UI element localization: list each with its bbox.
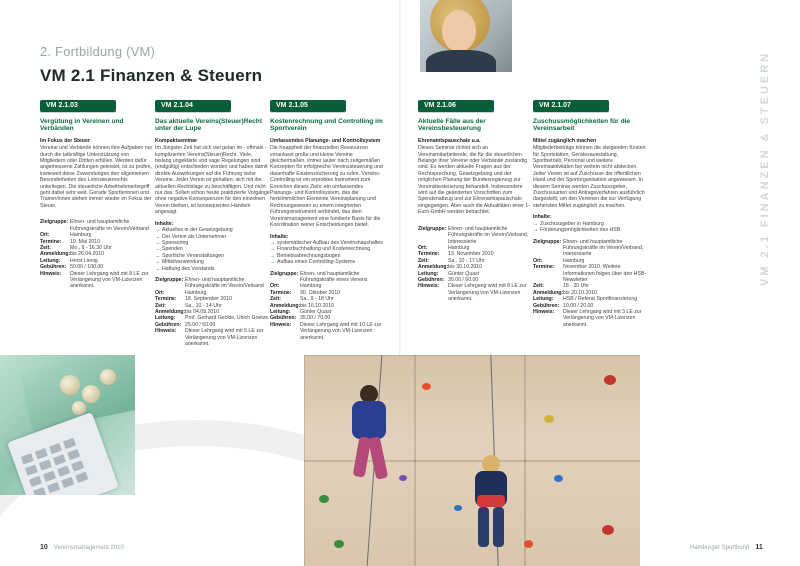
detail-label: Termine: xyxy=(155,296,177,303)
list-item: → Sportliche Veranstaltungen xyxy=(155,253,270,259)
detail-label: Leitung: xyxy=(155,315,176,322)
detail-value: 25.00 / 50.00 xyxy=(185,321,216,328)
list-item: → Spenden xyxy=(155,246,270,252)
detail-label: Zielgruppe: xyxy=(155,276,184,283)
page-number: 10 xyxy=(40,544,48,551)
footer-publisher: Hamburger Sportbund xyxy=(690,545,750,551)
detail-value: Hamburg xyxy=(448,244,470,251)
detail-label: Hinweis: xyxy=(155,328,177,335)
course-column xyxy=(418,118,533,303)
course-column xyxy=(40,118,155,290)
detail-label: Anmeldung: xyxy=(270,302,301,309)
detail-value: 30. Oktober 2010 xyxy=(300,289,341,296)
footer-right xyxy=(690,544,763,551)
course-subheading: Mittel zugänglich machen xyxy=(533,137,597,144)
photo-climbing-wall xyxy=(304,355,640,566)
detail-label: Zeit: xyxy=(418,257,429,264)
contents-list xyxy=(270,240,385,266)
course-tab: VM 2.1.03 xyxy=(40,100,116,112)
detail-label: Ort: xyxy=(533,257,543,264)
detail-value: Dieser Lehrgang wird mit 10 LE zur Verlängerung von VM-Lizenzen anerkannt. xyxy=(300,321,382,341)
course-description: Dieses Seminar richtet sich an Vereinsmitarbeitende, die für die steuerlichen Belange ihrer Vereine oder Verbände zuständig sind. Es werden aktuelle Fragen aus der Rechtsprechung, Gesetzgebung und der möglichen Planung der Bundesregierung zur Vereinsbesteuerung behandelt. Insbesondere wird auf die geänderten Vorschriften zum Spendenabzug und zur Ehrenamtspauschale eingegangen. Aber auch die Aktualitäten einer 1-Euro-GmbH werden betrachtet. xyxy=(418,145,530,216)
detail-label: Anmeldung: xyxy=(533,289,564,296)
course-column xyxy=(155,118,270,347)
photo-smiling-woman xyxy=(420,0,512,72)
detail-label: Zeit: xyxy=(270,296,281,303)
list-item: → Haftung des Vorstands xyxy=(155,266,270,272)
list-item: → Zuschussgeber in Hamburg xyxy=(533,221,648,227)
detail-label: Leitung: xyxy=(270,308,291,315)
detail-label: Gebühren: xyxy=(533,302,560,309)
list-item: → Sponsoring xyxy=(155,240,270,246)
detail-value: 13. November 2010 xyxy=(448,251,494,258)
detail-value: 10. Mai 2010 xyxy=(70,238,100,245)
side-title-text: VM 2.1 FINANZEN & STEUERN xyxy=(759,50,771,286)
detail-label: Ort: xyxy=(40,232,50,239)
photo-money-calculator xyxy=(0,355,135,495)
detail-value: Ehren- und hauptamtliche Führungskräfte im Verein/Verband, Interessierte xyxy=(448,225,529,245)
detail-label: Zeit: xyxy=(533,283,544,290)
course-heading: Kostenrechnung und Controlling im Sportverein xyxy=(270,118,383,133)
list-item: → Aufbau eines Controlling-Systems xyxy=(270,259,385,265)
page-title: VM 2.1 Finanzen & Steuern xyxy=(40,66,263,85)
course-column xyxy=(270,118,385,341)
contents-list xyxy=(155,227,270,272)
climber-figure xyxy=(469,455,514,565)
page-number: 11 xyxy=(755,544,763,551)
detail-value: 35.00 / 70.00 xyxy=(300,315,331,322)
detail-value: Ehren- und hauptamtliche Führungskräfte im Verein/Verband, Interessierte xyxy=(563,238,644,258)
detail-value: bis 16.10.2010 xyxy=(300,302,335,309)
detail-value: bis 30.10.2010 xyxy=(448,264,483,271)
detail-value: Dieser Lehrgang wird mit 3 LE zur Verlängerung von VM-Lizenzen anerkannt. xyxy=(563,308,642,328)
detail-value: Sa., 9 - 18 Uhr xyxy=(300,296,334,303)
detail-value: 10.00 / 20.00 xyxy=(563,302,594,309)
course-tab: VM 2.1.06 xyxy=(418,100,494,112)
course-tab: VM 2.1.05 xyxy=(270,100,346,112)
detail-label: Hinweis: xyxy=(270,321,292,328)
course-subheading: Umfassendes Planungs- und Kontrollsystem xyxy=(270,137,381,144)
course-heading: Aktuelle Fälle aus der Vereinsbesteuerung xyxy=(418,118,486,133)
detail-value: Hamburg xyxy=(300,283,322,290)
detail-value: Mo., 9 - 16.30 Uhr xyxy=(70,244,112,251)
detail-label: Anmeldung: xyxy=(418,264,449,271)
detail-value: Dieser Lehrgang wird mit 8 LE zur Verlängerung von VM-Lizenzen anerkannt. xyxy=(448,283,527,303)
footer-title: Vereinsmanagement 2010 xyxy=(53,545,124,551)
detail-label: Ort: xyxy=(418,244,428,251)
course-tab: VM 2.1.04 xyxy=(155,100,231,112)
detail-value: Hamburg xyxy=(563,257,585,264)
detail-value: Dieser Lehrgang wird mit 5 LE zur Verlängerung von VM-Lizenzen anerkannt. xyxy=(185,328,264,347)
section-kicker: 2. Fortbildung (VM) xyxy=(40,44,156,59)
detail-label: Ort: xyxy=(155,289,165,296)
course-subheading: Kompaktseminar xyxy=(155,137,198,144)
list-item: → Betriebsabrechnungsbogen xyxy=(270,253,385,259)
list-item: → Aktuelles in der Gesetzgebung xyxy=(155,227,270,233)
detail-label: Zeit: xyxy=(155,302,166,309)
detail-label: Gebühren: xyxy=(270,315,297,322)
contents-list xyxy=(533,221,648,234)
detail-value: Prof. Gerhard Geckle, Ulrich Goetze xyxy=(185,315,269,322)
contents-label: Inhalte: xyxy=(533,214,552,221)
detail-value: Ehren- und hauptamtliche Führungskräfte im Verein/Verband xyxy=(185,276,264,290)
footer-left xyxy=(40,544,124,551)
detail-label: Ort: xyxy=(270,283,280,290)
list-item: → systematischer Aufbau des Vereinshaushaltes xyxy=(270,240,385,246)
detail-label: Zielgruppe: xyxy=(418,225,447,232)
list-item: → Finanzbuchhaltung und Kostenrechnung xyxy=(270,246,385,252)
contents-label: Inhalte: xyxy=(155,220,174,227)
detail-value: 18. September 2010 xyxy=(185,296,233,303)
detail-value: Dieser Lehrgang wird mit 8 LE zur Verlängerung von VM-Lizenzen anerkannt. xyxy=(70,270,149,290)
detail-label: Anmeldung: xyxy=(40,251,71,258)
course-subheading: Ehrenamtspauschale u.a. xyxy=(418,137,481,144)
course-description: Im Jüngster Zeit hat sich viel getan im - oftmals - komplizierten Vereins(Steuer)Recht. Viele, bislang ungeklärte und vage Regelungen sind (endgültig) entschieden worden und haben damit direkte Auswirkungen auf die Führung vieler Vereine. Jeder Verein ist gehalten, sich mit der aktuellen Rechtslage zu beschäftigen. Und nicht nur das. Sollen schon heute praktizierte Vorgänge ohne negative Konsequenzen für den einzelnen Verein bleiben, ist konsequentes Handeln angesagt. xyxy=(155,145,270,216)
detail-value: November 2010. Weitere Informationen folgen über den HSB-Newsletter xyxy=(563,264,647,283)
detail-value: Sa., 10 - 14 Uhr xyxy=(185,302,222,309)
detail-value: Hamburg xyxy=(185,289,207,296)
detail-value: Horst Lienig xyxy=(70,257,98,264)
detail-value: Ehren- und hauptamtliche Führungskräfte im Verein/Verband xyxy=(70,219,149,232)
detail-label: Termine: xyxy=(270,289,292,296)
detail-label: Termine: xyxy=(40,238,62,245)
climber-figure xyxy=(344,385,394,505)
list-item: → Mitteilverwendung xyxy=(155,259,270,265)
detail-label: Termine: xyxy=(418,251,440,258)
detail-label: Hinweis: xyxy=(418,283,440,290)
detail-value: Sa., 10 - 17 Uhr xyxy=(448,257,485,264)
course-description: Vereine und Verbände können ihre Aufgaben nur durch die tatkräftige Unterstützung von Mitgliedern oder Dritten erfüllen. Werden dafür angemessene Zahlungen geleistet, ist zu prüfen, inwieweit diese Zuwendungen den allgemeinen Besonderheiten des Lohnsteuerrechts unterliegen. Die steuerliche Arbeitnehmerbegriff geht dabei sehr weit. Gerade Sportlerinnen und Trainer/innen stehen immer wieder im Fokus der Steuer. xyxy=(40,145,153,209)
list-item: → Förderungsmöglichkeiten des HSB xyxy=(533,227,648,233)
detail-value: 18 - 20 Uhr xyxy=(563,283,589,290)
detail-label: Gebühren: xyxy=(418,276,445,283)
detail-label: Zeit: xyxy=(40,244,51,251)
detail-label: Zielgruppe: xyxy=(40,219,69,226)
course-description: Mitgliederbeiträge können die steigenden Kosten für Sportstätten, Gerätesausstattung, Sportbetrieb, Personal und weitere Vereinsaktivitäten bei weitem nicht abdecken. Jeder Verein ist auf Zuschüsse der öffentlichen Hand und der Sportorganisation angewiesen. In diesem Seminar werden Zuschussgeber, Zuschussarten und Antragsverfahren ausführlich dargestellt, um den Vereinen die zur Verfügung stehenden Mittel zugänglich zu machen. xyxy=(533,145,646,209)
course-description: Die Knappheit der finanziellen Ressourcen veranlasst große und kleine Vereine gleichermaßen, immer lauter nach zeitgemäßen Konzepten für erfolgreiche Vereinssteuerung und dauerhafte Existenzsicherung zu rufen. Vereins-Controlling ist ein erprobtes Instrument zum Erreichen dieses Ziels: ein umfassendes Planungs- und Kontrollsystem, das die herkömmlichen Elemente Vereinsplanung und Rechnungswesen zu einem integrierten Führungsinstrument verbindet, das dem Vereinsmanagement eine fundierte Basis für die Koordination seiner Entscheidungen bietet. xyxy=(270,145,383,229)
contents-label: Inhalte: xyxy=(270,233,289,240)
detail-label: Zielgruppe: xyxy=(270,270,299,277)
detail-value: Günter Quast xyxy=(300,308,332,315)
detail-label: Leitung: xyxy=(418,270,439,277)
course-subheading: Im Fokus der Steuer xyxy=(40,137,90,144)
detail-label: Hinweis: xyxy=(533,308,555,315)
detail-value: HSB / Referat Sportfinanzierung xyxy=(563,296,638,303)
list-item: → Der Verein als Unternehmer xyxy=(155,234,270,240)
detail-value: bis 20.10.2010 xyxy=(563,289,598,296)
detail-value: bis 26.04.2010 xyxy=(70,251,105,258)
detail-value: Hamburg xyxy=(70,232,92,239)
detail-value: 30.00 / 60.00 xyxy=(448,276,479,283)
detail-label: Anmeldung: xyxy=(155,308,186,315)
detail-label: Hinweis: xyxy=(40,270,62,277)
detail-value: Ehren- und hauptamtliche Führungskräfte eines Vereins xyxy=(300,270,368,283)
course-tab: VM 2.1.07 xyxy=(533,100,609,112)
detail-value: Günter Quast xyxy=(448,270,480,277)
detail-value: 50.00 / 100.00 xyxy=(70,264,104,271)
detail-label: Leitung: xyxy=(40,257,61,264)
course-heading: Das aktuelle Vereins(Steuer)Recht unter der Lupe xyxy=(155,118,263,133)
detail-label: Termine: xyxy=(533,264,555,271)
detail-label: Gebühren: xyxy=(155,321,182,328)
course-column xyxy=(533,118,648,328)
side-title xyxy=(735,50,795,300)
course-heading: Vergütung in Vereinen und Verbänden xyxy=(40,118,124,133)
detail-label: Zielgruppe: xyxy=(533,238,562,245)
detail-value: bis 04.09.2010 xyxy=(185,308,220,315)
detail-label: Leitung: xyxy=(533,296,554,303)
detail-label: Gebühren: xyxy=(40,264,67,271)
course-heading: Zuschussmöglichkeiten für die Vereinsarbeit xyxy=(533,118,631,133)
